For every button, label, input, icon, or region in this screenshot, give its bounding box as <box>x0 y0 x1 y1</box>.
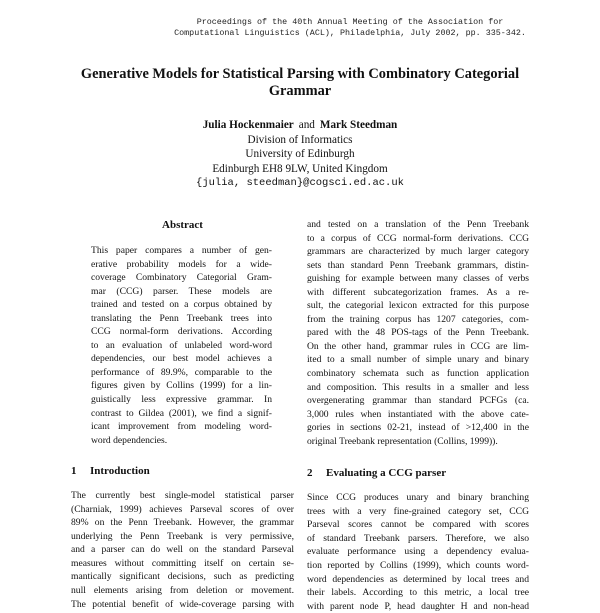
body-line: their labels. According to this metric, a local tree <box>307 587 529 599</box>
body-line: trees with a very fine-grained category set, CCG <box>307 505 529 517</box>
section-2-heading <box>307 466 529 480</box>
body-line: and a parser can do well on the standard Parseval <box>71 544 294 556</box>
section-number: 1 <box>71 465 77 478</box>
email-address: {julia, steedman}@cogsci.ed.ac.uk <box>196 177 404 189</box>
proceedings-line-1: Proceedings of the 40th Annual Meeting of the Association for <box>196 17 504 27</box>
abstract-line: This paper compares a number of gen- <box>91 245 272 256</box>
abstract-line: coverage Combinatory Categorial Gram- <box>91 272 272 284</box>
body-line: sult, the categorial lexicon extracted for this purpose <box>307 300 529 312</box>
abstract-line: trained and tested on a corpus obtained by <box>91 299 272 311</box>
title-line-1: Generative Models for Statistical Parsing with Combinatory Categorial <box>80 66 520 82</box>
body-line: overgenerating grammar than standard PCFGs (ca. <box>307 395 529 407</box>
paper-title <box>40 66 560 100</box>
body-line: mantically significant decisions, such as predicting <box>71 571 294 583</box>
body-line: (Charniak, 1999) achieves Parseval scores of over <box>71 503 294 515</box>
section-title: Introduction <box>90 465 150 478</box>
abstract-body <box>71 244 294 447</box>
body-line: gories in sections 02-21, instead of >12,400 in the <box>307 422 529 434</box>
body-line: Since CCG produces unary and binary branching <box>307 492 529 504</box>
body-line: underlying the Penn Treebank is very permissive, <box>71 530 294 542</box>
body-line: combinatory schemata such as function application <box>307 368 529 380</box>
proceedings-header <box>150 17 550 39</box>
body-line: 3,000 rules when instantiated with the above cate- <box>307 408 529 420</box>
body-line: 89% on the Penn Treebank. However, the grammar <box>71 517 294 529</box>
body-line: and tested on a translation of the Penn Treebank <box>307 219 529 230</box>
abstract-line: performance of 89.9%, comparable to the <box>91 366 272 378</box>
abstract-line: figures given by Collins (1999) for a lin- <box>91 380 272 392</box>
body-line: pared with the 48 POS-tags of the Penn Treebank. <box>307 327 529 339</box>
body-line: of standard Treebank parsers. Therefore, we also <box>307 532 529 544</box>
proceedings-line-2: Computational Linguistics (ACL), Philadelphia, July 2002, pp. 335-342. <box>174 28 526 38</box>
right-column <box>307 218 529 613</box>
abstract-line: to an evaluation of unlabeled word-word <box>91 339 272 351</box>
introduction-heading <box>71 464 294 478</box>
abstract-line: icant improvement from modeling word- <box>91 421 272 433</box>
body-line: word dependencies as determined by local trees and <box>307 573 529 585</box>
introduction-body <box>71 489 294 611</box>
section-2-body <box>307 491 529 613</box>
body-line: evaluate performance using a dependency evalua- <box>307 546 529 558</box>
abstract-line: translating the Penn Treebank trees into <box>91 312 272 324</box>
author-2: Mark Steedman <box>319 119 398 131</box>
section-number: 2 <box>307 467 313 480</box>
abstract-line: contrast to Gildea (2001), we find a signif- <box>91 407 272 419</box>
abstract-line: erative probability models for a wide- <box>91 258 272 270</box>
university: University of Edinburgh <box>245 148 355 160</box>
abstract-line: word dependencies. <box>91 434 168 446</box>
body-line: Parseval scores cannot be compared with scores <box>307 519 529 531</box>
body-line: ited to a small number of simple unary and binary <box>307 354 529 366</box>
department: Division of Informatics <box>247 133 353 146</box>
body-line: with parent node P, head daughter H and non-head <box>307 600 529 612</box>
abstract-line: CCG normal-form derivations. According <box>91 326 272 338</box>
body-line: The currently best single-model statistical parser <box>71 490 294 502</box>
address: Edinburgh EH8 9LW, United Kingdom <box>212 162 388 175</box>
body-line: and composition. This results in a smaller and less <box>307 381 529 393</box>
abstract-line: guistically less expressive grammar. In <box>91 394 272 406</box>
author-conjunction: and <box>298 119 315 131</box>
body-line: original Treebank representation (Collins, 1999)). <box>307 435 498 447</box>
abstract-line: dependencies, our best model achieves a <box>91 353 272 365</box>
abstract-heading: Abstract <box>162 219 203 231</box>
author-names <box>100 118 500 133</box>
title-line-2: Grammar <box>268 83 332 99</box>
body-line: guishing for example between many classes of verbs <box>307 273 529 285</box>
author-block <box>100 118 500 191</box>
body-line: measures without committing itself on certain se- <box>71 557 294 569</box>
body-line: tion reported by Collins (1999), which counts word- <box>307 560 529 572</box>
body-line: sets than standard Penn Treebank grammars, distin- <box>307 259 529 271</box>
section-title: Evaluating a CCG parser <box>326 467 447 480</box>
body-line: with different subcategorization frames. As a re- <box>307 286 529 298</box>
body-line: On the other hand, grammar rules in CCG are lim- <box>307 340 529 352</box>
body-line: null elements arising from deletion or movement. <box>71 585 294 597</box>
left-column <box>71 218 294 611</box>
abstract-line: mar (CCG) parser. These models are <box>91 285 272 297</box>
body-line: to a corpus of CCG normal-form derivations. CCG <box>307 232 529 244</box>
body-line: from the training corpus has 1207 categories, com- <box>307 313 529 325</box>
body-line: The potential benefit of wide-coverage parsing with <box>71 598 294 610</box>
author-1: Julia Hockenmaier <box>202 119 294 131</box>
right-column-body <box>307 218 529 448</box>
body-line: grammars are characterized by much larger category <box>307 246 529 258</box>
